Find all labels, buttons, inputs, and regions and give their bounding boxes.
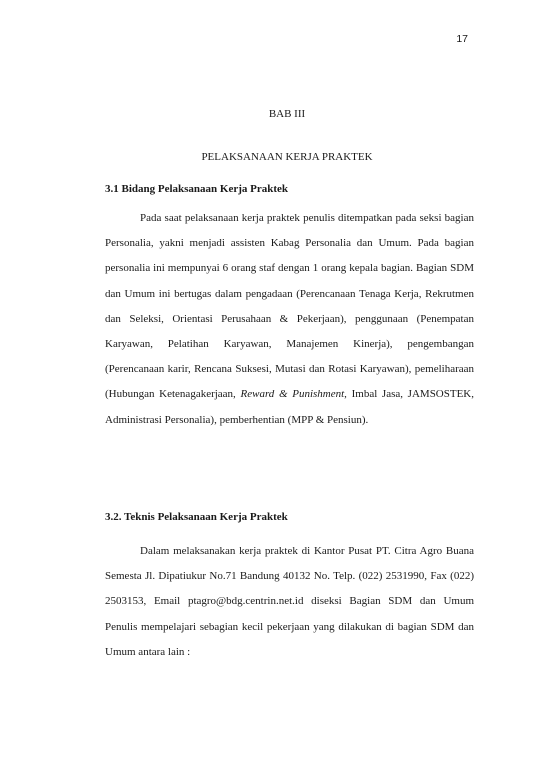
paragraph-italic-text: Reward & Punishment xyxy=(240,388,345,401)
paragraph-text: , Imbal Jasa, JAMSOSTEK, Administrasi Personalia), pemberhentian (MPP & Pensiun). xyxy=(105,388,475,426)
chapter-number: BAB III xyxy=(268,108,306,120)
section-heading-3-1: 3.1 Bidang Pelaksanaan Kerja Praktek xyxy=(105,183,289,195)
chapter-title: PELAKSANAAN KERJA PRAKTEK xyxy=(201,151,373,163)
section-heading-3-2: 3.2. Teknis Pelaksanaan Kerja Praktek xyxy=(105,511,288,523)
section-paragraph-3-2: Dalam melaksanakan kerja praktek di Kantor Pusat PT. Citra Agro Buana Semesta Jl. Dipatiukur No.71 Bandung 40132 No. Telp. (022) 2531990, Fax (022) 2503153, Email ptagro@bdg.centrin.net.id diseksi Bagian SDM dan Umum Penulis mempelajari sebagian kecil pekerjaan yang dilakukan di bagian SDM dan Umum antara lain : xyxy=(105,545,474,658)
page-number: 17 xyxy=(456,33,468,45)
paragraph-text: Pada saat pelaksanaan kerja praktek penulis ditempatkan pada seksi bagian Personalia, yakni menjadi assisten Kabag Personalia dan Umum. Pada bagian personalia ini mempunyai 6 orang staf dengan 1 orang kepala bagian. Bagian SDM dan Umum ini bertugas dalam pengadaan (Perencanaan Tenaga Kerja, Rekrutmen dan Seleksi, Orientasi Perusahaan & Pekerjaan), penggunaan (Penempatan Karyawan, Pelatihan Karyawan, Manajemen Kinerja), pengembangan (Perencanaan karir, Rencana Suksesi, Mutasi dan Rotasi Karyawan), pemeliharaan (Hubungan Ketenagakerjaan, xyxy=(105,212,474,401)
section-paragraph-3-1 xyxy=(105,206,474,433)
